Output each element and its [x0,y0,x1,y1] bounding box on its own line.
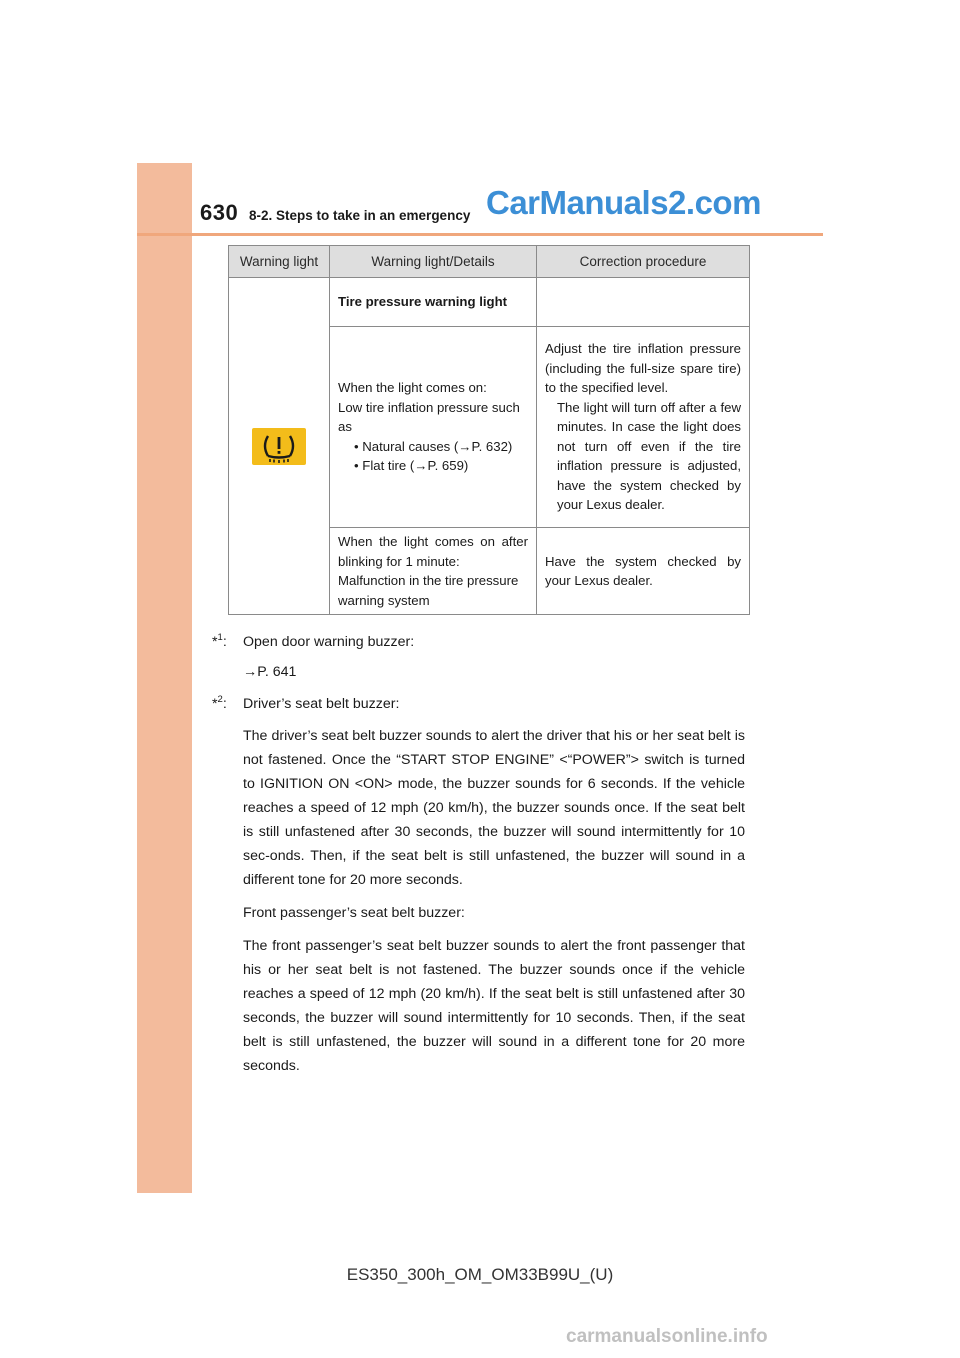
procedure-note: The light will turn off after a few minutes. In case the light does not turn off even if the tire inflation pressure is adjusted, have the system checked by your Lexus dealer. [557,399,741,513]
page-side-tab [137,163,192,1193]
footnote-2-heading [200,692,745,716]
bullet-text: Flat tire (→P. 659) [362,458,469,474]
section-title: 8-2. Steps to take in an emergency [249,208,471,223]
column-header-correction: Correction procedure [537,246,750,278]
detail-when: When the light comes on after blinking for 1 minute: [338,534,528,569]
footnote-marker: *$^2$: [212,694,227,712]
footnote-1-title: Open door warning buzzer: [243,634,415,650]
watermark-bottom: carmanualsonline.info [566,1326,768,1347]
column-header-warning-light: Warning light [229,246,330,278]
detail-cause: Low tire inflation pressure such as [338,399,520,435]
procedure-malfunction: Have the system checked by your Lexus dealer. [537,528,750,615]
bullet-natural-causes: • Natural causes (→P. 632) [354,438,513,454]
bullet-flat-tire: • Flat tire (→P. 659) [354,458,469,474]
details-malfunction [330,528,537,615]
empty-cell [537,278,750,327]
passenger-buzzer-paragraph: The front passenger’s seat belt buzzer sounds to alert the front passenger that his or her seat belt is not fastened. The buzzer sounds once if the vehicle reaches a speed of 12 mph (20 km/h). If the seat belt is still unfastened after 30 seconds, the buzzer will sound intermittently for 10 seconds. Then, if the seat belt is still unfastened, the buzzer will sound in a different tone for 20 more seconds. [243,938,745,1074]
footnote-1-ref: →P. 641 [243,664,297,680]
footnotes [200,630,745,1087]
header-rule [137,233,823,236]
document-code: ES350_300h_OM_OM33B99U_(U) [346,1265,614,1284]
footnote-2-body [200,724,745,1078]
watermark-top: CarManuals2.com [486,184,761,221]
warning-light-icon-cell [229,278,330,615]
column-header-details: Warning light/Details [330,246,537,278]
detail-cause: Malfunction in the tire pressure warning system [338,573,519,608]
detail-when: When the light comes on: [338,380,487,396]
warning-light-table [228,245,750,615]
page-number: 630 [200,200,239,225]
footnote-2-title: Driver’s seat belt buzzer: [243,696,400,712]
passenger-buzzer-subtitle: Front passenger’s seat belt buzzer: [243,905,465,921]
procedure-text: Adjust the tire inflation pressure (including the full-size spare tire) to the specified level. [545,341,741,396]
details-low-pressure [330,327,537,528]
table-header-row [229,246,750,278]
tire-pressure-warning-icon [252,428,306,465]
table-row [229,278,750,327]
tire-pressure-light-title: Tire pressure warning light [330,278,537,327]
footnote-1-heading [200,630,745,654]
procedure-low-pressure [537,327,750,528]
footnote-marker: *$^1$: [212,632,227,650]
driver-buzzer-paragraph: The driver’s seat belt buzzer sounds to alert the driver that his or her seat belt is not fastened. Once the “START STOP ENGINE” <“POWER”> switch is turned to IGNITION ON <ON> mode, the buzzer sounds for 6 seconds. If the vehicle reaches a speed of 12 mph (20 km/h), the buzzer sounds once. If the seat belt is still unfastened after 30 seconds, the buzzer will sound intermittently for 10 sec-onds. Then, if the seat belt is still unfastened, the buzzer will sound in a different tone for 20 more seconds. [243,728,745,888]
bullet-text: Natural causes (→P. 632) [362,438,513,454]
